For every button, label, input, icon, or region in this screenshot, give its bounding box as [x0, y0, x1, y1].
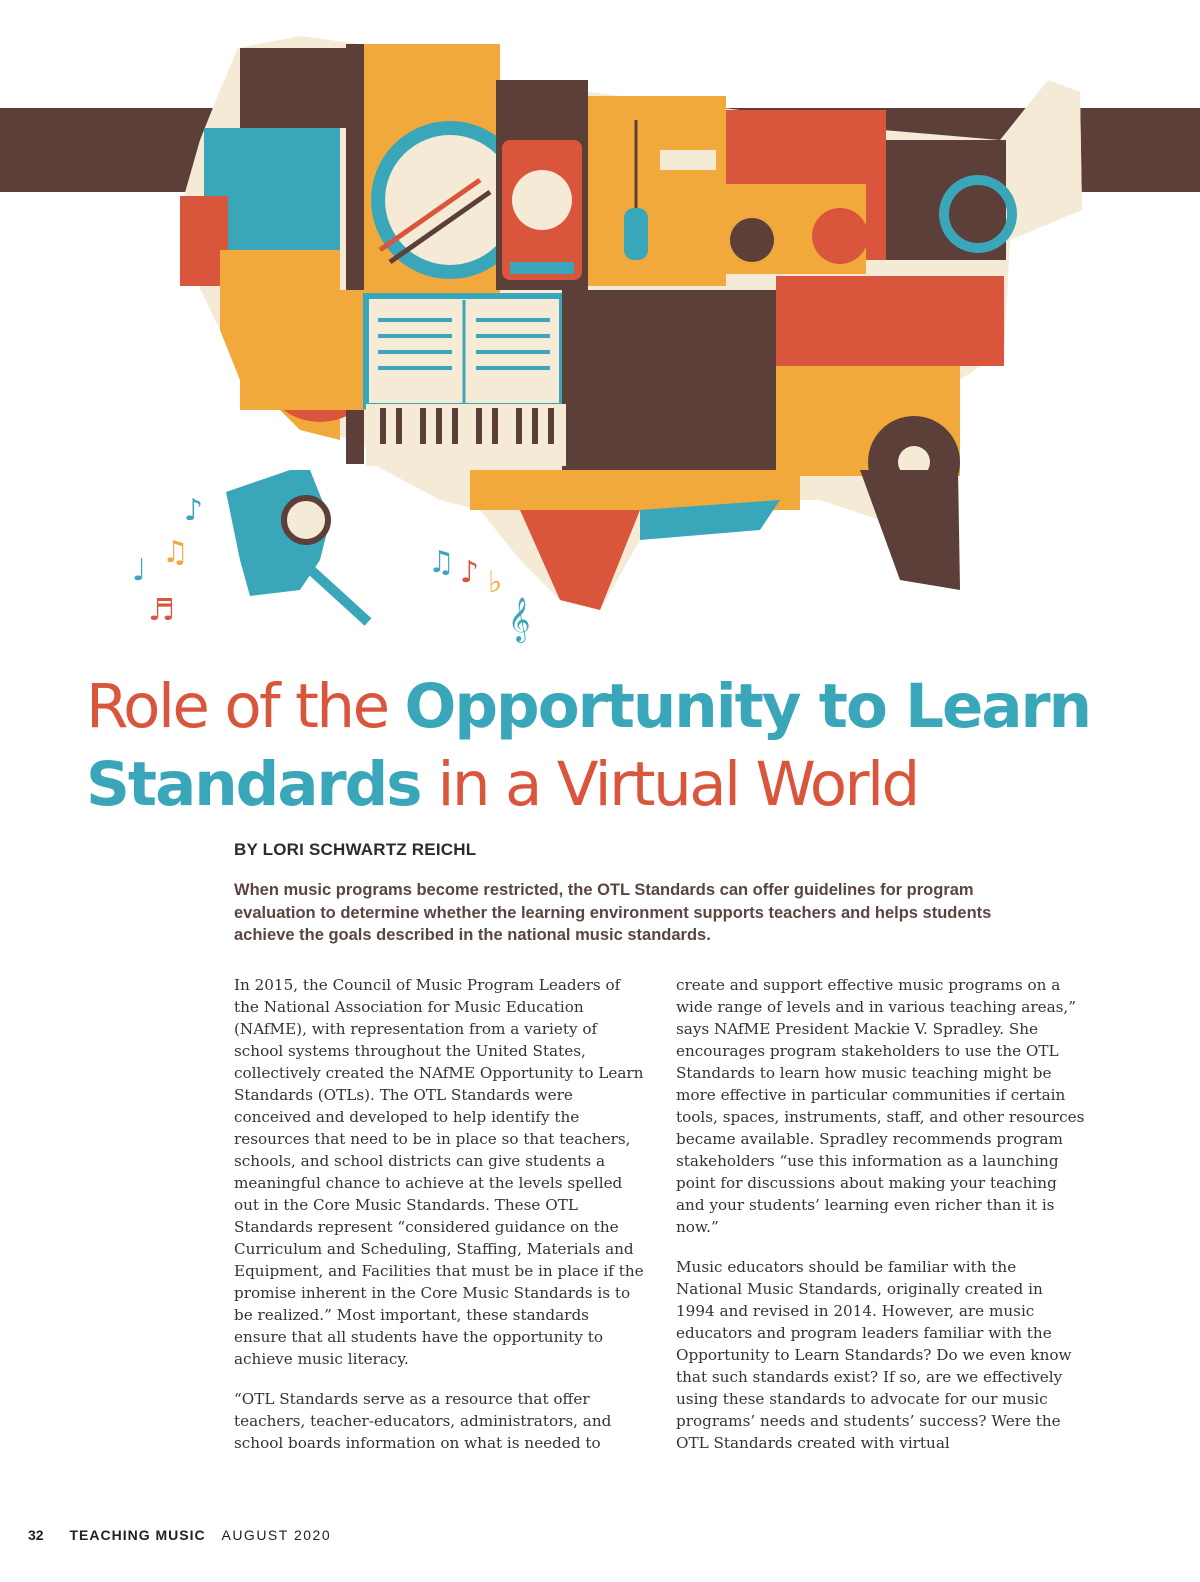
- headline-part4: in a Virtual World: [420, 749, 918, 820]
- headline-part1: Role of the: [86, 671, 405, 742]
- byline: BY LORI SCHWARTZ REICHL: [234, 840, 477, 859]
- music-note-icon: ♪: [460, 555, 480, 590]
- microphone: [624, 208, 648, 260]
- body-paragraph: create and support effective music programs on a wide range of levels and in various teaching areas,” says NAfME President Mackie V. Spradley. She encourages program stakeholders to use the OTL Standards to learn how music teaching might be more effective in particular communities if certain tools, spaces, instruments, staff, and other resources became available. Spradley recommends program stakeholders “use this information as a launching point for discussions about making your teaching and your students’ learning even richer than it is now.”: [676, 976, 1085, 1236]
- body-paragraph: “OTL Standards serve as a resource that offer teachers, teacher-educators, administrators, and school boards information on what is needed to: [234, 1390, 612, 1452]
- map-block: [776, 276, 1004, 366]
- map-block: [1020, 80, 1082, 222]
- body-paragraph: In 2015, the Council of Music Program Leaders of the National Association for Music Education (NAfME), with representation from a variety of school systems throughout the United States, collectively created the NAfME Opportunity to Learn Standards (OTLs). The OTL Standards were conceived and developed to help identify the resources that need to be in place so that teachers, schools, and school districts can give students a meaningful chance to achieve at the levels spelled out in the Core Music Standards. These OTL Standards represent “considered guidance on the Curriculum and Scheduling, Staffing, Materials and Equipment, and Facilities that must be in place if the promise inherent in the Core Music Standards is to be realized.” Most important, these standards ensure that all students have the opportunity to achieve music literacy.: [234, 976, 644, 1368]
- map-block: [588, 96, 726, 286]
- us-map-music-illustration: [0, 0, 1200, 660]
- headline-part3: Standards: [86, 749, 421, 820]
- page-number: 32: [28, 1527, 44, 1543]
- magazine-name: TEACHING MUSIC: [69, 1527, 206, 1543]
- body-paragraph: Music educators should be familiar with the National Music Standards, originally created in 1994 and revised in 2014. However, are music educators and program leaders familiar with the Opportunity to Learn Standards? Do we even know that such standards exist? If so, are we effectively using these standards to advocate for our music programs’ needs and students’ success? Were the OTL Standards created with virtual: [676, 1258, 1072, 1452]
- article-headline: [86, 668, 1186, 824]
- music-note-icon: ♫: [162, 535, 189, 570]
- body-column-left: [234, 974, 644, 1472]
- dek: When music programs become restricted, the OTL Standards can offer guidelines for program evaluation to determine whether the learning environment supports teachers and helps students achieve the goals described in the national music standards.: [234, 881, 992, 944]
- issue-date: AUGUST 2020: [221, 1527, 332, 1543]
- music-note-icon: ♭: [488, 565, 503, 600]
- music-note-icon: ♫: [428, 545, 455, 580]
- body-column-right: [676, 974, 1086, 1472]
- map-block: [562, 290, 776, 470]
- music-note-icon: ♬: [148, 593, 175, 628]
- treble-clef-icon: 𝄞: [508, 597, 531, 641]
- headline-part2: Opportunity to Learn: [404, 671, 1091, 742]
- music-note-icon: ♪: [184, 493, 204, 528]
- map-block: [240, 48, 360, 128]
- page-footer: [28, 1527, 331, 1543]
- map-block: [860, 470, 960, 590]
- music-note-icon: ♩: [132, 553, 147, 588]
